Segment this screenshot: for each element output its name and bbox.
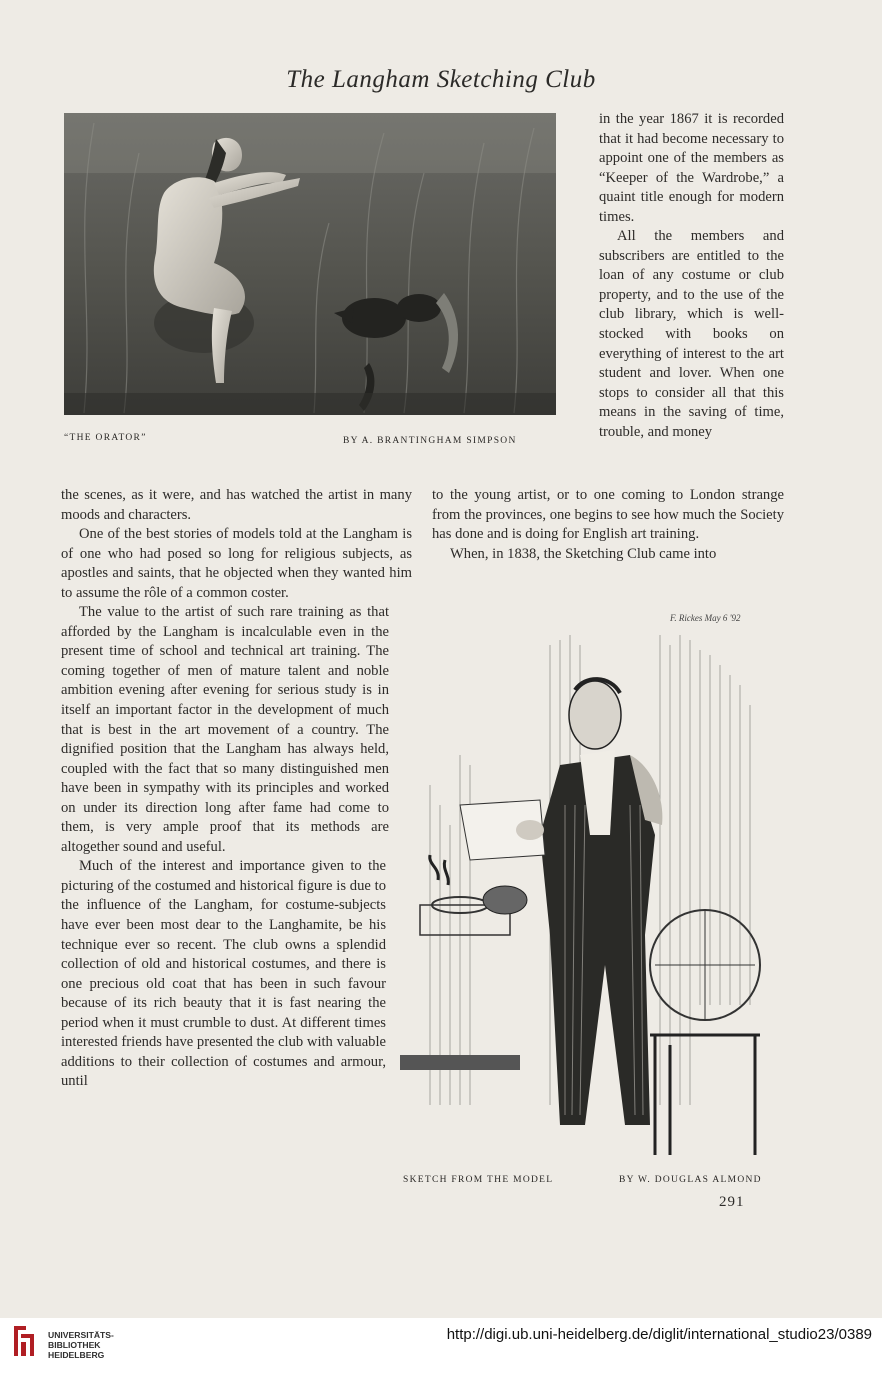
- university-logo-icon: [10, 1322, 38, 1360]
- paragraph: in the year 1867 it is recorded that it had become necessary to appoint one of the members as “Keeper of the Wardrobe,” a quaint title enough for modern times.: [599, 111, 784, 225]
- paragraph: the scenes, as it were, and has watched the artist in many moods and characters.: [61, 487, 412, 523]
- paragraph: One of the best stories of models told at the Langham is of one who had posed so long for religious subjects, as apostles and saints, that he objected when they wanted him to assume the rôle of a common coster.: [61, 526, 412, 601]
- running-title: The Langham Sketching Club: [286, 66, 596, 93]
- logo-line: HEIDELBERG: [48, 1350, 105, 1360]
- paragraph: All the members and subscribers are entitled to the loan of any costume or club property, and to the use of the club library, which is well-stocked with books on everything of interest to the art student and lover. When one stops to consider all that this means in the saving of time, trouble, and money: [599, 228, 784, 440]
- paragraph: When, in 1838, the Sketching Club came into: [450, 545, 717, 562]
- top-figure-caption-artist: BY A. BRANTINGHAM SIMPSON: [343, 436, 517, 446]
- paragraph: Much of the interest and importance given to the picturing of the costumed and historical figure is due to the influence of the Langham, for costume-subjects have ever been most dear to the Langhamite, be his technique ever so recent. The club owns a splendid collection of old and historical costumes, and there is one precious old coat that has been in such favour because of its rich beauty that it is fast nearing the period when it must crumble to dust. At different times interested friends have presented the club with valuable additions to their collection of costumes and armour, until: [61, 858, 386, 1090]
- university-logo-text: [48, 1330, 114, 1360]
- orator-sketch-drawing: [400, 605, 785, 1167]
- source-url-link[interactable]: http://digi.ub.uni-heidelberg.de/diglit/international_studio23/0389: [446, 1326, 872, 1343]
- left-column: [61, 486, 412, 1092]
- paragraph: to the young artist, or to one coming to London strange from the provinces, one begins to see how much the Society has done and is doing for English art training.: [432, 487, 784, 543]
- logo-line: BIBLIOTHEK: [48, 1340, 101, 1350]
- bottom-figure-caption-artist: BY W. DOUGLAS ALMOND: [619, 1175, 762, 1185]
- logo-line: UNIVERSITÄTS-: [48, 1330, 114, 1340]
- paragraph: The value to the artist of such rare training as that afforded by the Langham is incalculable even in the present time of school and technical art training. The coming together of men of mature talent and noble ambition evening after evening for serious study is in itself an important factor in the development of much that is best in the art movement of a country. The dignified position that the Langham has always held, coupled with the fact that so many distinguished men have been in sympathy with its principles and worked on under its direction long after fame had come to them, is very ample proof that its methods are altogether sound and useful.: [61, 604, 389, 855]
- right-top-column: [599, 110, 784, 442]
- bottom-figure-caption-title: SKETCH FROM THE MODEL: [403, 1175, 554, 1185]
- top-figure-caption-title: “THE ORATOR”: [64, 433, 147, 443]
- page-number: 291: [719, 1194, 745, 1210]
- orator-painting: [64, 113, 556, 415]
- drawing-signature: F. Rickes May 6 '92: [670, 613, 741, 623]
- right-middle-column: [432, 486, 784, 564]
